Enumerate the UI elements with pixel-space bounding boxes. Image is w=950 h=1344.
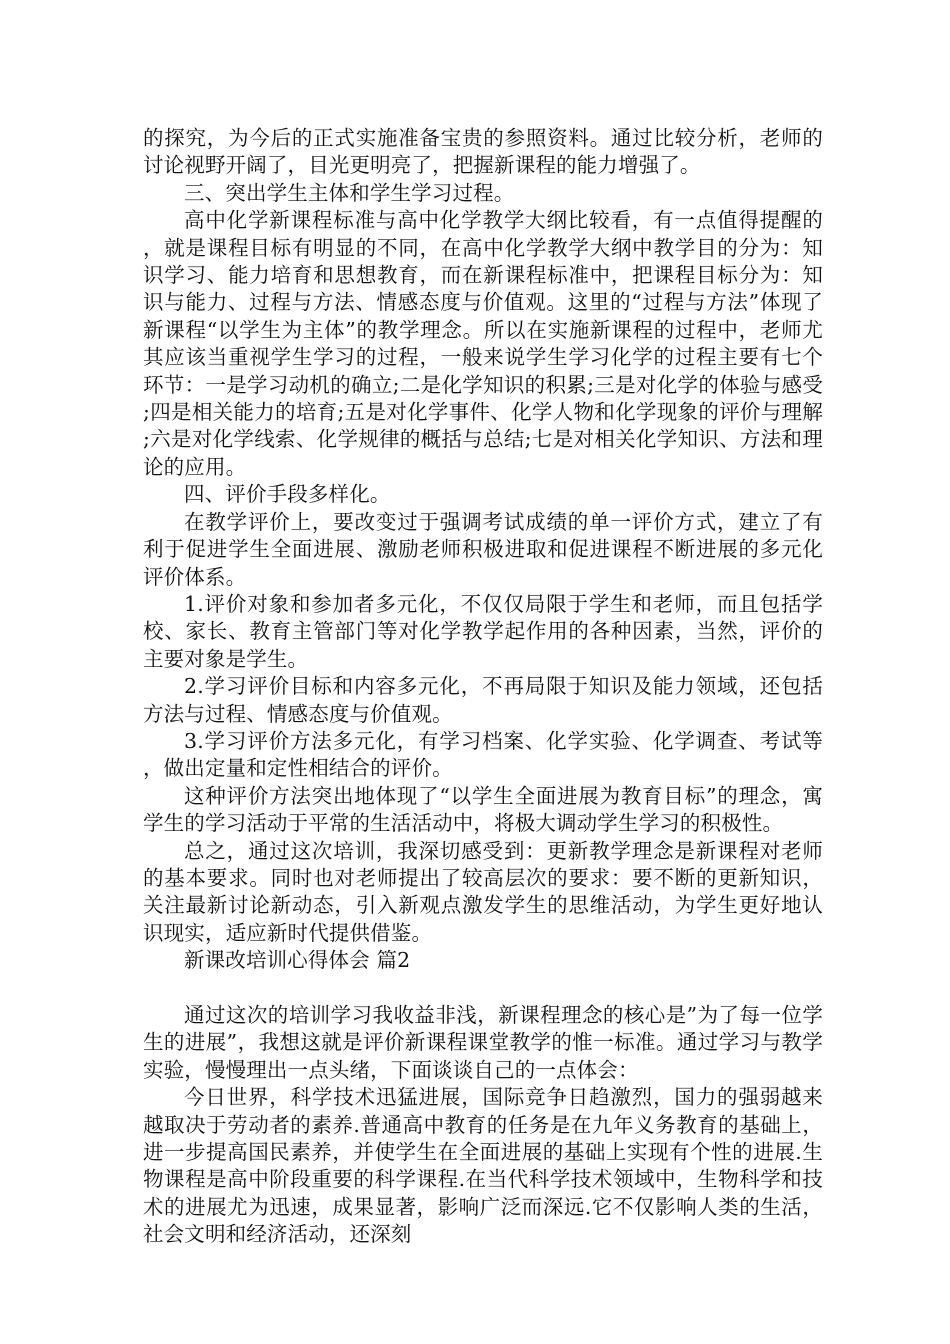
list-item: 2.学习评价目标和内容多元化，不再局限于知识及能力领域，还包括方法与过程、情感态度与价值观。 <box>143 674 823 726</box>
article-title: 新课改培训心得体会 篇2 <box>184 948 411 973</box>
document-body <box>143 125 823 1249</box>
paragraph: 今日世界，科学技术迅猛进展，国际竞争日趋激烈，国力的强弱越来越取决于劳动者的素养.普通高中教育的任务是在九年义务教育的基础上，进一步提高国民素养，并使学生在全面进展的基础上实现有个性的进展.生物课程是高中阶段重要的科学课程.在当代科学技术领域中，生物科学和技术的进展尤为迅速，成果显著，影响广泛而深远.它不仅影响人类的生活，社会文明和经济活动，还深刻 <box>143 1085 823 1247</box>
paragraph: 的探究，为今后的正式实施准备宝贵的参照资料。通过比较分析，老师的讨论视野开阔了，目光更明亮了，把握新课程的能力增强了。 <box>143 126 823 178</box>
paragraph: 高中化学新课程标准与高中化学教学大纲比较看，有一点值得提醒的，就是课程目标有明显的不同，在高中化学教学大纲中教学目的分为：知识学习、能力培育和思想教育，而在新课程标准中，把课程目标分为：知识与能力、过程与方法、情感态度与价值观。这里的“过程与方法”体现了新课程“以学生为主体”的教学理念。所以在实施新课程的过程中，老师尤其应该当重视学生学习的过程，一般来说学生学习化学的过程主要有七个环节：一是学习动机的确立;二是化学知识的积累;三是对化学的体验与感受;四是相关能力的培育;五是对化学事件、化学人物和化学现象的评价与理解;六是对化学线索、化学规律的概括与总结;七是对相关化学知识、方法和理论的应用。 <box>143 208 823 479</box>
paragraph: 通过这次的培训学习我收益非浅，新课程理念的核心是”为了每一位学生的进展”，我想这就是评价新课程课堂教学的惟一标准。通过学习与教学实验，慢慢理出一点头绪，下面谈谈自己的一点体会： <box>143 1002 823 1082</box>
paragraph: 在教学评价上，要改变过于强调考试成绩的单一评价方式，建立了有利于促进学生全面进展、激励老师积极进取和促进课程不断进展的多元化评价体系。 <box>143 509 823 589</box>
paragraph: 总之，通过这次培训，我深切感受到：更新教学理念是新课程对老师的基本要求。同时也对老师提出了较高层次的要求：要不断的更新知识，关注最新讨论新动态，引入新观点激发学生的思维活动，为学生更好地认识现实，适应新时代提供借鉴。 <box>143 838 823 945</box>
paragraph: 这种评价方法突出地体现了“以学生全面进展为教育目标”的理念，寓学生的学习活动于平常的生活活动中，将极大调动学生学习的积极性。 <box>143 783 823 836</box>
list-item: 3.学习评价方法多元化，有学习档案、化学实验、化学调查、考试等，做出定量和定性相结合的评价。 <box>143 728 823 781</box>
section-heading: 三、突出学生主体和学生学习过程。 <box>184 180 515 205</box>
list-item: 1.评价对象和参加者多元化，不仅仅局限于学生和老师，而且包括学校、家长、教育主管部门等对化学教学起作用的各种因素，当然，评价的主要对象是学生。 <box>143 591 823 671</box>
section-heading: 四、评价手段多样化。 <box>184 482 391 507</box>
blank-line <box>143 975 823 1002</box>
